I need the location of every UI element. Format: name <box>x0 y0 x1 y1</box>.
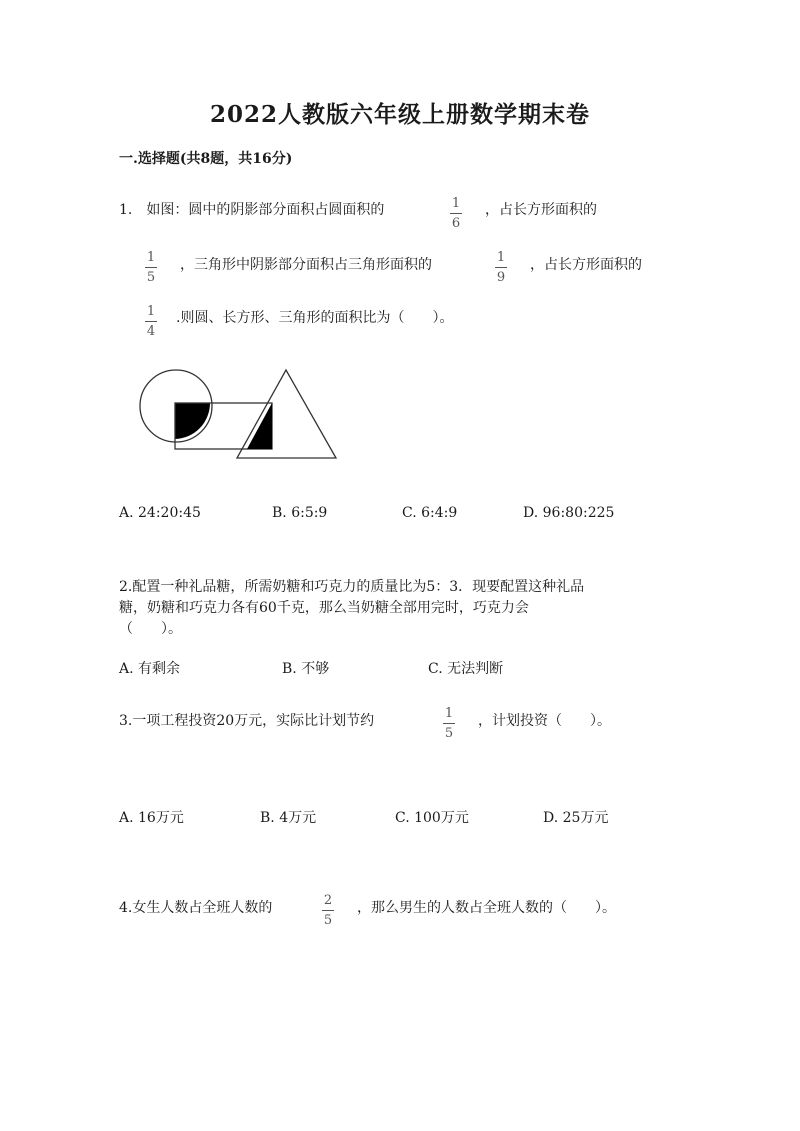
triangle-shaded-region <box>247 403 272 449</box>
q3-line1: 3.一项工程投资20万元，实际比计划节约 <box>119 713 375 729</box>
fraction-numerator: 1 <box>496 250 506 265</box>
fraction-bar <box>450 213 462 214</box>
q1-line3: .则圆、长方形、三角形的面积比为（ ）。 <box>176 310 454 326</box>
fraction-denominator: 5 <box>444 726 454 741</box>
q1-fraction-2 <box>145 250 157 285</box>
q4-fraction <box>322 893 334 928</box>
q3-option-d[interactable]: D. 25万元 <box>543 810 609 826</box>
fraction-bar <box>145 267 157 268</box>
circle-shaded-sector <box>175 403 210 439</box>
q1-option-d[interactable]: D. 96:80:225 <box>523 505 615 521</box>
q1-line2: ，三角形中阴影部分面积占三角形面积的 <box>180 257 432 273</box>
fraction-numerator: 2 <box>323 893 333 908</box>
fraction-denominator: 9 <box>496 270 506 285</box>
q1-option-b[interactable]: B. 6:5:9 <box>272 505 328 521</box>
fraction-bar <box>145 321 157 322</box>
fraction-numerator: 1 <box>444 706 454 721</box>
fraction-numerator: 1 <box>451 196 461 211</box>
q1-fraction-3 <box>495 250 507 285</box>
q1-option-a[interactable]: A. 24:20:45 <box>119 505 201 521</box>
q2-option-a[interactable]: A. 有剩余 <box>119 661 181 677</box>
q4-line1: 4.女生人数占全班人数的 <box>119 900 273 916</box>
q1-option-c[interactable]: C. 6:4:9 <box>402 505 458 521</box>
q3-option-c[interactable]: C. 100万元 <box>395 810 469 826</box>
q2-option-b[interactable]: B. 不够 <box>282 661 330 677</box>
q2-line3: （ ）。 <box>119 621 182 637</box>
q1-line1: 1. 如图：圆中的阴影部分面积占圆面积的 <box>119 202 385 218</box>
fraction-bar <box>443 723 455 724</box>
q1-line2b: ，占长方形面积的 <box>530 257 642 273</box>
fraction-denominator: 5 <box>146 270 156 285</box>
fraction-bar <box>322 910 334 911</box>
fraction-numerator: 1 <box>146 250 156 265</box>
q1-fraction-4 <box>145 304 157 339</box>
q3-option-b[interactable]: B. 4万元 <box>260 810 317 826</box>
q2-line2: 糖，奶糖和巧克力各有60千克，那么当奶糖全部用完时，巧克力会 <box>119 600 529 616</box>
fraction-numerator: 1 <box>146 304 156 319</box>
page-title: 2022人教版六年级上册数学期末卷 <box>209 101 590 128</box>
q3-line1b: ，计划投资（ ）。 <box>478 713 611 729</box>
q2-line1: 2.配置一种礼品糖，所需奶糖和巧克力的质量比为5：3．现要配置这种礼品 <box>119 579 585 595</box>
q3-fraction <box>443 706 455 741</box>
q2-option-c[interactable]: C. 无法判断 <box>428 661 504 677</box>
fraction-denominator: 6 <box>451 216 461 231</box>
fraction-bar <box>495 267 507 268</box>
q1-fraction-1 <box>450 196 462 231</box>
fraction-denominator: 5 <box>323 913 333 928</box>
q3-option-a[interactable]: A. 16万元 <box>119 810 184 826</box>
q1-line1b: ，占长方形面积的 <box>485 202 597 218</box>
q1-figure <box>130 360 345 465</box>
section-heading: 一.选择题(共8题，共16分) <box>119 151 293 167</box>
fraction-denominator: 4 <box>146 324 156 339</box>
q4-line1b: ，那么男生的人数占全班人数的（ ）。 <box>357 900 616 916</box>
